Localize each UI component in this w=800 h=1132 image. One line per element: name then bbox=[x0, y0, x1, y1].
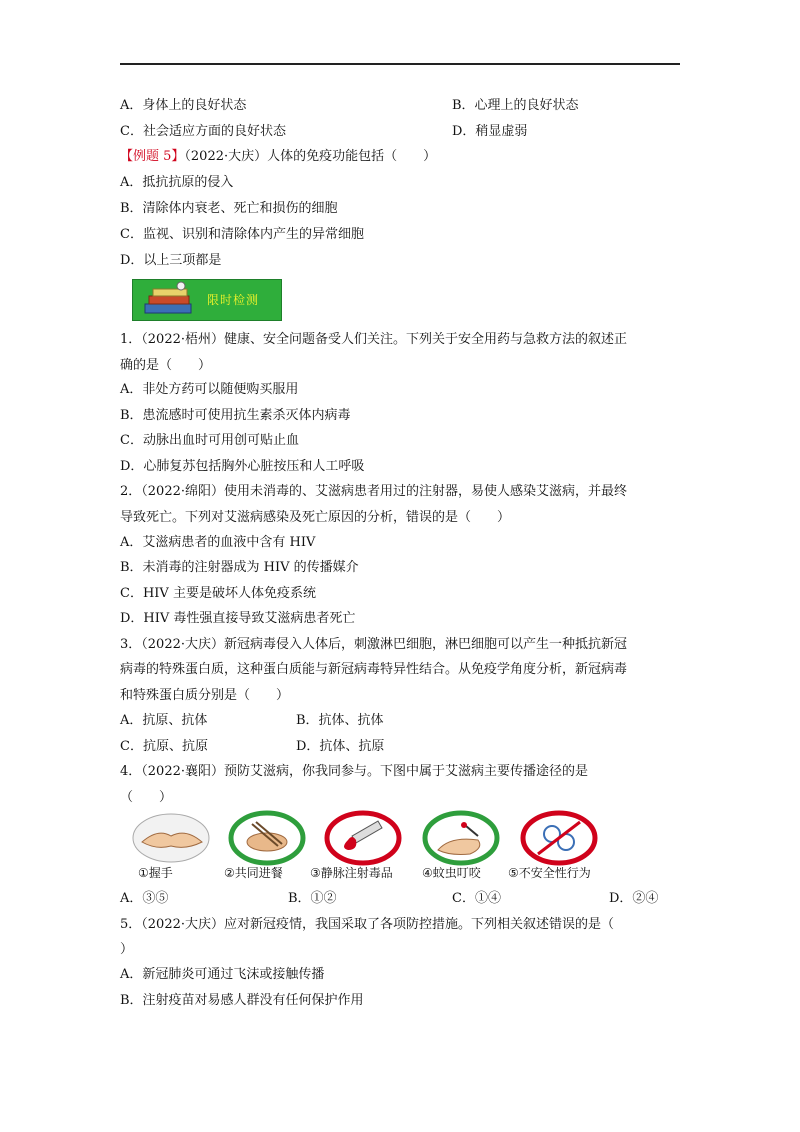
banner-label: 限时检测 bbox=[207, 293, 260, 307]
caption-4: ④蚊虫叮咬 bbox=[422, 866, 481, 880]
q3-option-a: A．抗原、抗体 bbox=[120, 713, 208, 728]
example5-option-b: B．清除体内衰老、死亡和损伤的细胞 bbox=[120, 201, 338, 216]
q4-option-c: C．①④ bbox=[452, 891, 501, 906]
caption-1: ①握手 bbox=[138, 866, 173, 880]
q2-option-b: B．未消毒的注射器成为 HIV 的传播媒介 bbox=[120, 560, 359, 575]
header-rule bbox=[120, 63, 680, 65]
q5-stem-line2: ） bbox=[120, 942, 134, 957]
option-d: D．稍显虚弱 bbox=[452, 124, 528, 139]
q3-stem-line1: 3．（2022·大庆）新冠病毒侵入人体后，刺激淋巴细胞，淋巴细胞可以产生一种抵抗新冠 bbox=[120, 637, 627, 652]
example5-option-a: A．抵抗抗原的侵入 bbox=[120, 175, 234, 190]
q5-option-a: A．新冠肺炎可通过飞沫或接触传播 bbox=[120, 967, 325, 982]
example5-tag: 【例题 5】 bbox=[120, 149, 185, 164]
option-a: A．身体上的良好状态 bbox=[120, 98, 247, 113]
example5-stem bbox=[120, 148, 436, 166]
q4-stem-line1: 4．（2022·襄阳）预防艾滋病，你我同参与。下图中属于艾滋病主要传播途径的是 bbox=[120, 764, 588, 779]
drug-injection-image bbox=[322, 810, 404, 866]
example5-option-c: C．监视、识别和清除体内产生的异常细胞 bbox=[120, 227, 364, 242]
caption-5: ⑤不安全性行为 bbox=[508, 866, 591, 880]
mosquito-bite-image bbox=[420, 810, 502, 866]
q1-option-a: A．非处方药可以随便购买服用 bbox=[120, 382, 299, 397]
q1-option-d: D．心肺复苏包括胸外心脏按压和人工呼吸 bbox=[120, 459, 365, 474]
q4-option-b: B．①② bbox=[288, 891, 337, 906]
q2-option-a: A．艾滋病患者的血液中含有 HIV bbox=[120, 535, 316, 550]
q1-stem-line1: 1．（2022·梧州）健康、安全问题备受人们关注。下列关于安全用药与急救方法的叙述正 bbox=[120, 332, 627, 347]
example5-option-d: D．以上三项都是 bbox=[120, 253, 222, 268]
q3-option-d: D．抗体、抗原 bbox=[296, 739, 385, 754]
caption-3: ③静脉注射毒品 bbox=[310, 866, 393, 880]
shared-meal-image bbox=[226, 810, 308, 866]
option-c: C．社会适应方面的良好状态 bbox=[120, 124, 286, 139]
q4-option-d: D．②④ bbox=[609, 891, 659, 906]
caption-2: ②共同进餐 bbox=[224, 866, 283, 880]
section-banner bbox=[132, 279, 282, 321]
q2-option-c: C．HIV 主要是破坏人体免疫系统 bbox=[120, 586, 316, 601]
q4-option-a: A．③⑤ bbox=[120, 891, 169, 906]
q3-stem-line2: 病毒的特殊蛋白质，这种蛋白质能与新冠病毒特异性结合。从免疫学角度分析，新冠病毒 bbox=[120, 662, 628, 677]
q1-stem-line2: 确的是（ ） bbox=[120, 358, 212, 373]
unsafe-sex-image bbox=[518, 810, 600, 866]
q5-option-b: B．注射疫苗对易感人群没有任何保护作用 bbox=[120, 993, 364, 1008]
q5-stem-line1: 5．（2022·大庆）应对新冠疫情，我国采取了各项防控措施。下列相关叙述错误的是（ bbox=[120, 917, 614, 932]
handshake-image bbox=[130, 810, 212, 866]
q2-option-d: D．HIV 毒性强直接导致艾滋病患者死亡 bbox=[120, 611, 356, 626]
q2-stem-line2: 导致死亡。下列对艾滋病感染及死亡原因的分析，错误的是（ ） bbox=[120, 510, 511, 525]
q3-stem-line3: 和特殊蛋白质分别是（ ） bbox=[120, 688, 290, 703]
option-b: B．心理上的良好状态 bbox=[452, 98, 579, 113]
q2-stem-line1: 2．（2022·绵阳）使用未消毒的、艾滋病患者用过的注射器，易使人感染艾滋病，并最终 bbox=[120, 484, 627, 499]
q4-stem-line2: （ ） bbox=[120, 790, 173, 805]
q1-option-b: B．患流感时可使用抗生素杀灭体内病毒 bbox=[120, 408, 351, 423]
q3-option-c: C．抗原、抗原 bbox=[120, 739, 208, 754]
books-icon bbox=[137, 280, 207, 320]
q1-option-c: C．动脉出血时可用创可贴止血 bbox=[120, 433, 299, 448]
q3-option-b: B．抗体、抗体 bbox=[296, 713, 384, 728]
example5-stem-text: （2022·大庆）人体的免疫功能包括（ ） bbox=[184, 149, 437, 164]
